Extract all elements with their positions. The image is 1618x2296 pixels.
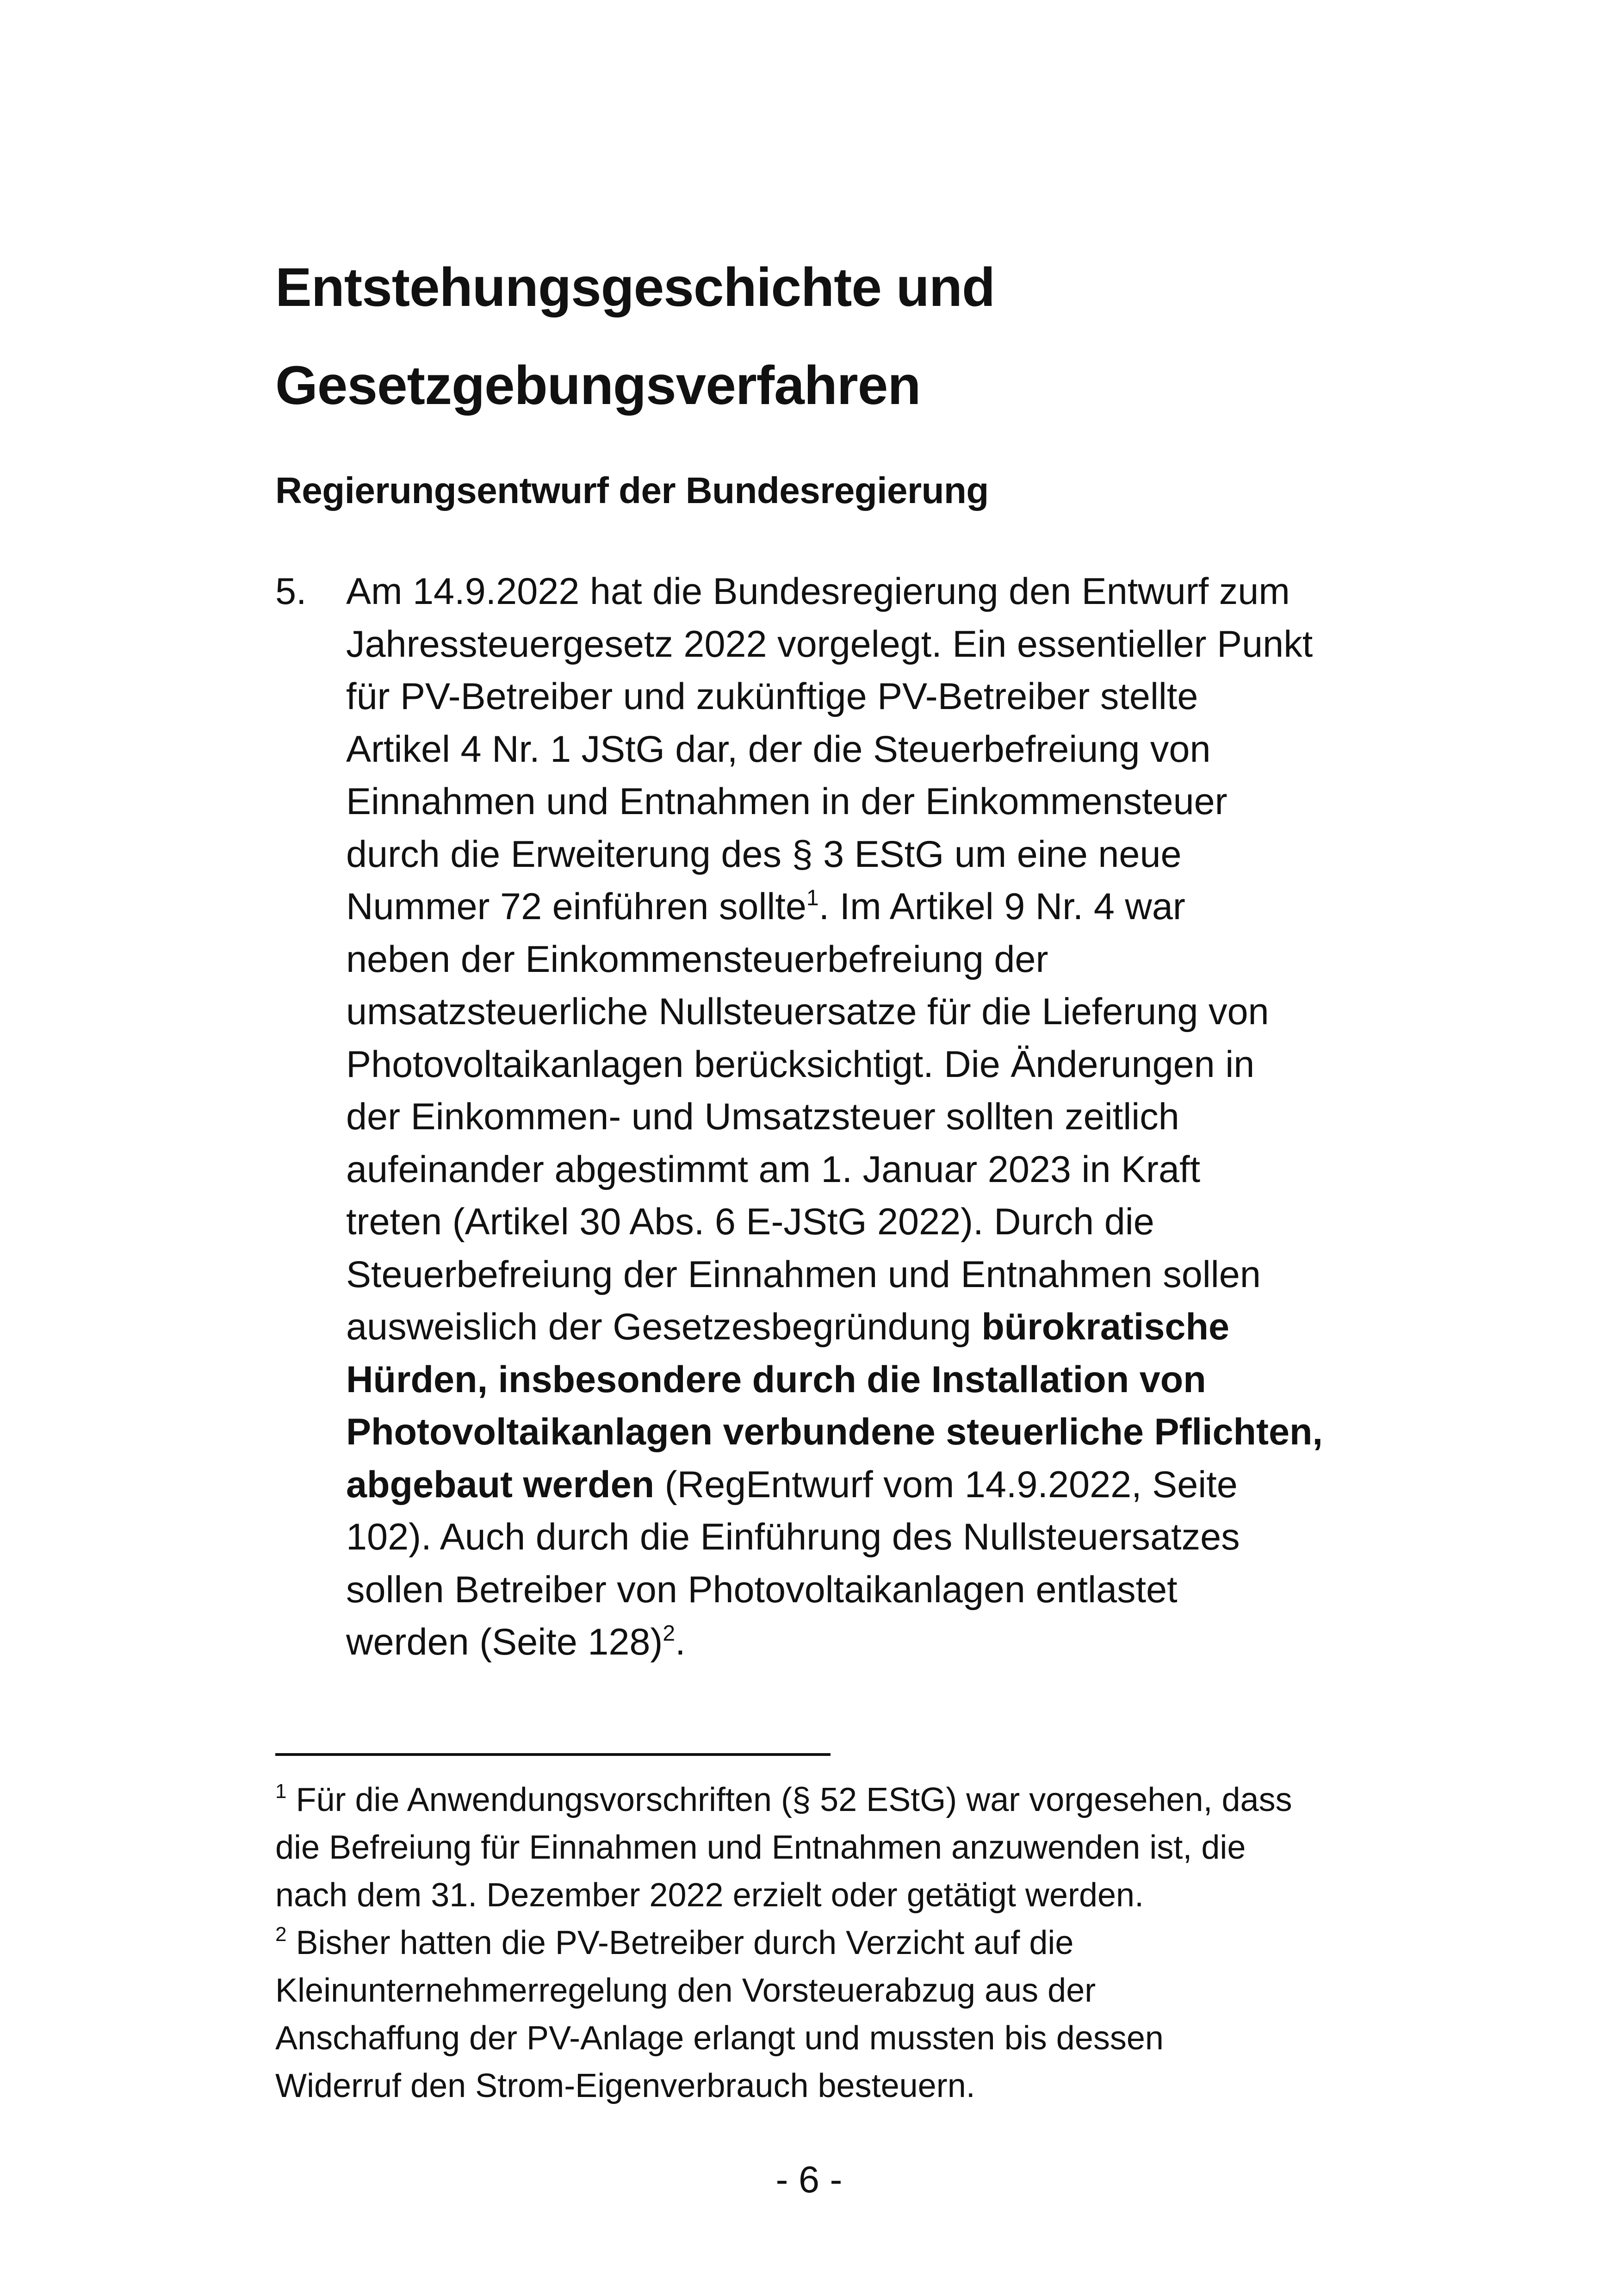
bold-text-line: Photovoltaikanlagen verbundene steuerliche Pflichten, — [346, 1411, 1323, 1453]
text-line: umsatzsteuerliche Nullsteuersatze für die Lieferung von — [346, 991, 1269, 1033]
text-line: aufeinander abgestimmt am 1. Januar 2023 in Kraft — [346, 1148, 1201, 1190]
title-line-2: Gesetzgebungsverfahren — [275, 355, 921, 416]
paragraph-number: 5. — [275, 571, 307, 612]
text-segment: . — [675, 1621, 686, 1663]
text-line: treten (Artikel 30 Abs. 6 E-JStG 2022). Durch die — [346, 1201, 1154, 1243]
footnote-reference-2[interactable]: 2 — [663, 1621, 676, 1646]
section-heading: Regierungsentwurf der Bundesregierung — [275, 470, 989, 511]
footnote-1-line: nach dem 31. Dezember 2022 erzielt oder getätigt werden. — [275, 1877, 1144, 1914]
text-line: Photovoltaikanlagen berücksichtigt. Die Änderungen in — [346, 1043, 1255, 1085]
footnote-marker-1: 1 — [275, 1780, 287, 1803]
bold-text-line: Hürden, insbesondere durch die Installation von — [346, 1358, 1206, 1400]
footnotes — [275, 1776, 1386, 2110]
text-segment: . Im Artikel 9 Nr. 4 war — [818, 886, 1185, 927]
text-segment: werden (Seite 128) — [346, 1621, 663, 1663]
text-line: sollen Betreiber von Photovoltaikanlagen entlastet — [346, 1568, 1178, 1611]
text-segment: (RegEntwurf vom 14.9.2022, Seite — [654, 1463, 1238, 1506]
footnote-2-line: Anschaffung der PV-Anlage erlangt und mussten bis dessen — [275, 2020, 1164, 2057]
text-line — [346, 1459, 1410, 1512]
text-line: durch die Erweiterung des § 3 EStG um eine neue — [346, 833, 1182, 875]
text-line: Artikel 4 Nr. 1 JStG dar, der die Steuerbefreiung von — [346, 728, 1211, 770]
page-title — [275, 238, 1432, 435]
bold-text-segment: bürokratische — [981, 1306, 1230, 1348]
footnote-marker-2: 2 — [275, 1923, 287, 1946]
page-number: - 6 - — [775, 2159, 843, 2201]
text-line — [346, 1301, 1410, 1354]
paragraph-text — [346, 566, 1410, 1669]
footnote-2-line: Widerruf den Strom-Eigenverbrauch besteuern. — [275, 2067, 975, 2104]
text-segment: Bisher hatten die PV-Betreiber durch Verzicht auf die — [286, 1924, 1074, 1961]
footnote-1-line — [275, 1776, 1386, 1824]
footnote-1-line: die Befreiung für Einnahmen und Entnahmen anzuwenden ist, die — [275, 1829, 1246, 1866]
text-line: Einnahmen und Entnahmen in der Einkommensteuer — [346, 781, 1227, 822]
text-segment: Nummer 72 einführen sollte — [346, 886, 806, 927]
footnote-separator — [275, 1753, 831, 1756]
bold-text-segment: abgebaut werden — [346, 1463, 655, 1506]
footnote-reference-1[interactable]: 1 — [806, 886, 819, 910]
text-line: 102). Auch durch die Einführung des Nullsteuersatzes — [346, 1516, 1240, 1558]
text-line: der Einkommen- und Umsatzsteuer sollten zeitlich — [346, 1096, 1179, 1138]
text-segment: ausweislich der Gesetzesbegründung — [346, 1306, 982, 1348]
text-line: Am 14.9.2022 hat die Bundesregierung den Entwurf zum — [346, 571, 1290, 612]
title-line-1: Entstehungsgeschichte und — [275, 257, 995, 318]
text-line — [346, 881, 1410, 933]
text-line: für PV-Betreiber und zukünftige PV-Betreiber stellte — [346, 676, 1198, 717]
text-line: Steuerbefreiung der Einnahmen und Entnahmen sollen — [346, 1253, 1261, 1295]
text-segment: Für die Anwendungsvorschriften (§ 52 EStG) war vorgesehen, dass — [286, 1781, 1292, 1818]
text-line — [346, 1616, 1410, 1669]
footnote-2-line: Kleinunternehmerregelung den Vorsteuerabzug aus der — [275, 1972, 1096, 2009]
text-line: neben der Einkommensteuerbefreiung der — [346, 938, 1048, 980]
footnote-2-line — [275, 1919, 1386, 1967]
text-line: Jahressteuergesetz 2022 vorgelegt. Ein essentieller Punkt — [346, 623, 1313, 665]
